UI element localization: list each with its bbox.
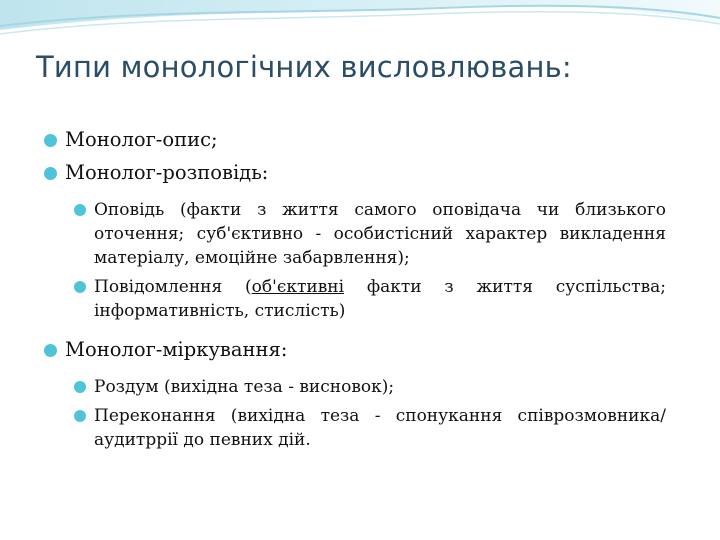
list-item — [74, 198, 666, 270]
list-item-text — [94, 277, 666, 321]
list-item — [74, 404, 666, 452]
bullet-icon — [74, 281, 86, 293]
list-item — [44, 126, 666, 154]
list-item-text: Роздум (вихідна теза - висновок); — [94, 377, 395, 397]
list-item-text: Оповідь (факти з життя самого оповідача чи близького оточення; суб'єктивно - особистісний характер викладення матеріалу, емоційне забарвлення); — [94, 200, 666, 268]
bullet-list — [44, 126, 666, 452]
bullet-icon — [44, 344, 57, 357]
bullet-icon — [74, 410, 86, 422]
bullet-icon — [44, 134, 57, 147]
list-item — [44, 336, 666, 364]
underlined-text: об'єктивні — [251, 277, 345, 297]
text-segment: факти з життя суспільства; інформативність, стислість) — [94, 277, 667, 321]
list-item — [44, 159, 666, 187]
list-item-text: Монолог-опис; — [65, 128, 218, 151]
list-item-text: Монолог-розповідь: — [65, 161, 269, 184]
list-item-text: Переконання (вихідна теза - спонукання співрозмовника/аудитррії до певних дій. — [94, 406, 666, 450]
bullet-icon — [74, 204, 86, 216]
list-item — [74, 275, 666, 323]
page-title: Типи монологічних висловлювань: — [36, 50, 572, 84]
list-item-text: Монолог-міркування: — [65, 338, 288, 361]
text-segment: Повідомлення ( — [94, 277, 252, 297]
list-item — [74, 375, 666, 399]
bullet-icon — [74, 381, 86, 393]
bullet-icon — [44, 167, 57, 180]
